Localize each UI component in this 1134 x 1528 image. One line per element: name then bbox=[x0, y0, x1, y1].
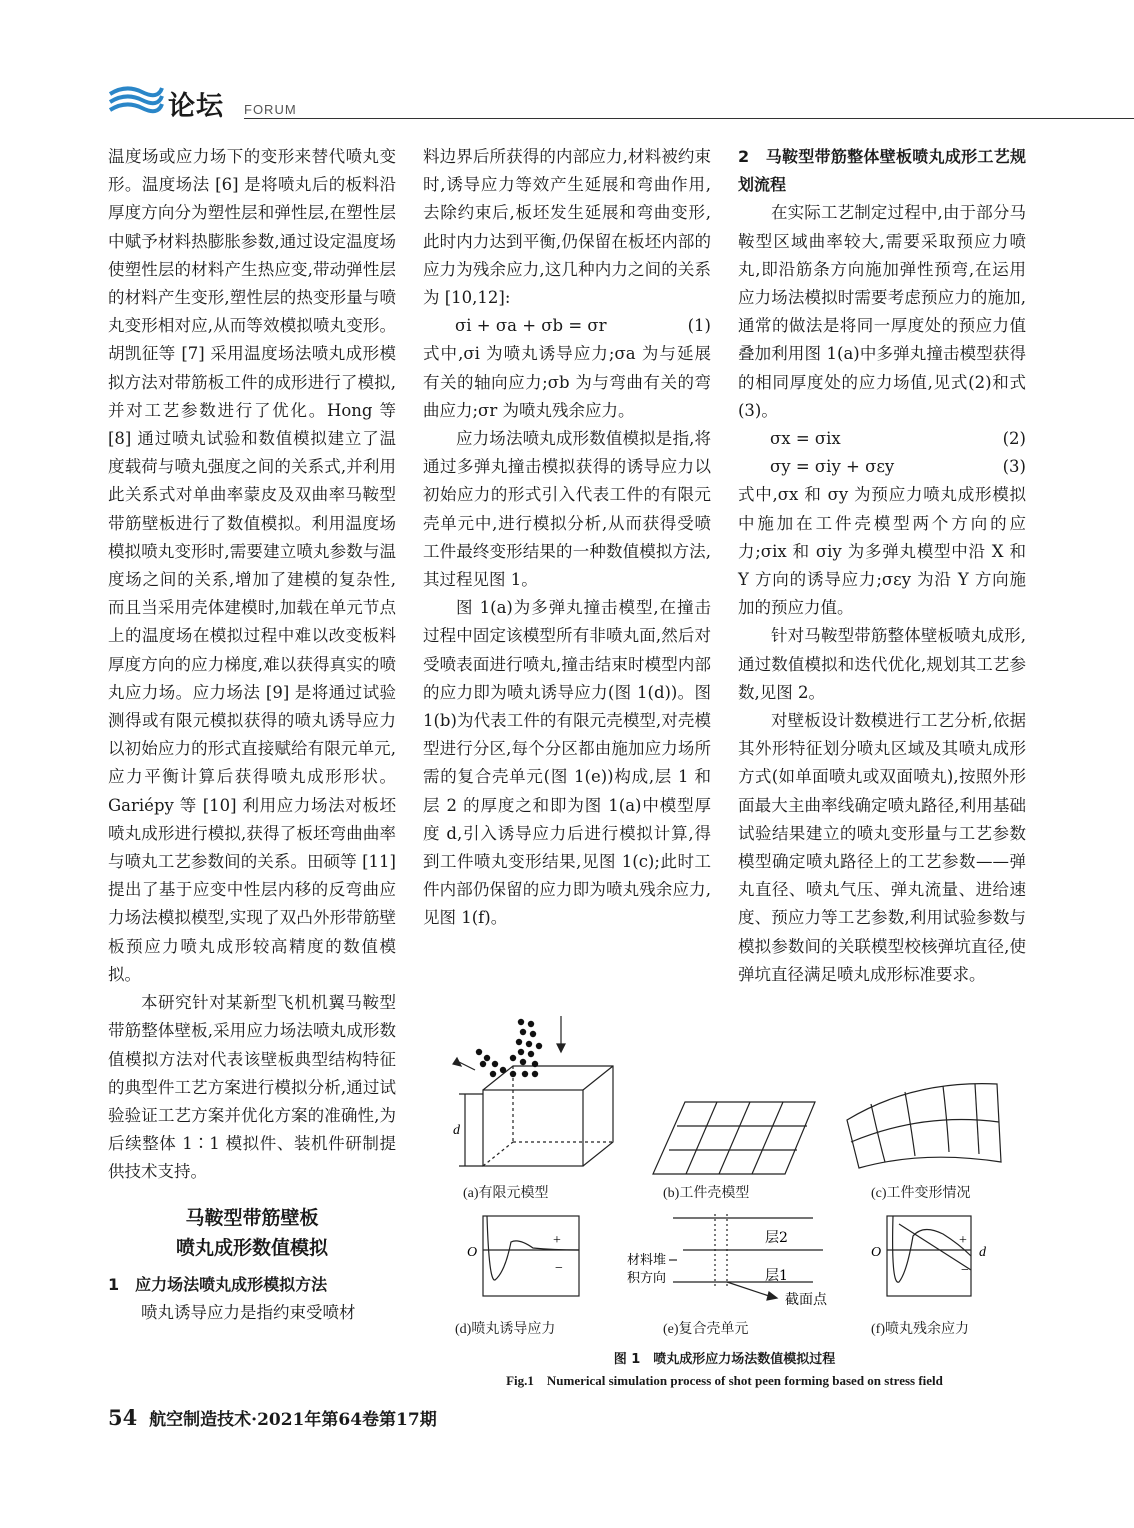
text-column-1 bbox=[108, 143, 396, 1327]
equation-3 bbox=[738, 453, 1026, 481]
caption-e: (e)复合壳单元 bbox=[663, 1322, 749, 1337]
label-stack-1: 材料堆 bbox=[627, 1253, 667, 1268]
equation-body: σx = σix bbox=[770, 429, 841, 449]
paragraph: 图 1(a)为多弹丸撞击模型,在撞击过程中固定该模型所有非喷丸面,然后对受喷表面进行喷丸,撞击结束时模型内部的应力即为喷丸诱导应力(图 1(d))。图 1(b)为代表工件的有限元壳模型,对壳模型进行分区,每个分区都由施加应力场所需的复合壳单元(图 1(e))构成,层 1 和层 2 的厚度之和即为图 1(a)中模型厚度 d,引入诱导应力后进行模拟计算,得到工件喷丸变形结果,见图 1(c);此时工件内部仍保留的应力即为喷丸残余应力,见图 1(f)。 bbox=[423, 598, 711, 928]
label-d: d bbox=[453, 1123, 460, 1138]
label-minus-f: − bbox=[961, 1263, 969, 1278]
paragraph: 喷丸诱导应力是指约束受喷材 bbox=[141, 1302, 356, 1322]
paragraph: 应力场法喷丸成形数值模拟是指,将通过多弹丸撞击模拟获得的诱导应力以初始应力的形式引入代表工件的有限元壳单元中,进行模拟分析,从而获得受喷工件最终变形结果的一种数值模拟方法,其过程见图 1。 bbox=[423, 429, 711, 590]
section-label: FORUM bbox=[244, 102, 297, 117]
label-origin-f: O bbox=[871, 1245, 882, 1260]
text-column-3 bbox=[738, 143, 1026, 989]
deformed-shell-diagram bbox=[847, 1084, 1001, 1168]
page-header bbox=[108, 78, 1134, 122]
paragraph: 温度场或应力场下的变形来替代喷丸变形。温度场法 [6] 是将喷丸后的板料沿厚度方向分为塑性层和弹性层,在塑性层中赋予材料热膨胀参数,通过设定温度场使塑性层的材料产生热应变,带动弹性层的材料产生变形,塑性层的热变形量与喷丸变形相对应,从而等效模拟喷丸变形。胡凯征等 [7] 采用温度场法喷丸成形模拟方法对带筋板工件的成形进行了模拟,并对工艺参数进行了优化。Hong 等 [8] 通过喷丸试验和数值模拟建立了温度载荷与喷丸强度之间的关系式,并利用此关系式对单曲率蒙皮及双曲率马鞍型带筋壁板进行了数值模拟。利用温度场模拟喷丸变形时,需要建立喷丸参数与温度场之间的关系,增加了建模的复杂性,而且当采用壳体建模时,加载在单元节点上的温度场在模拟过程中难以改变板料厚度方向的应力梯度,难以获得真实的喷丸应力场。应力场法 [9] 是将通过试验测得或有限元模拟获得的喷丸诱导应力以初始应力的形式直接赋给有限元单元,应力平衡计算后获得喷丸成形形状。Gariépy 等 [10] 利用应力场法对板坯喷丸成形进行模拟,获得了板坯弯曲曲率与喷丸工艺参数间的关系。田硕等 [11] 提出了基于应变中性层内移的反弯曲应力场法模拟模型,实现了双凸外形带筋壁板预应力喷丸成形较高精度的数值模拟。 bbox=[108, 147, 396, 984]
caption-b: (b)工件壳模型 bbox=[663, 1186, 750, 1201]
equation-2 bbox=[738, 425, 1026, 453]
caption-f: (f)喷丸残余应力 bbox=[871, 1322, 969, 1337]
page-number: 54 bbox=[108, 1405, 138, 1430]
caption-d: (d)喷丸诱导应力 bbox=[455, 1322, 556, 1337]
equation-body: σi + σa + σb = σr bbox=[455, 316, 607, 336]
paragraph: 在实际工艺制定过程中,由于部分马鞍型区域曲率较大,需要采取预应力喷丸,即沿筋条方向施加弹性预弯,在运用应力场法模拟时需要考虑预应力的施加,通常的做法是将同一厚度处的预应力值叠加利用图 1(a)中多弹丸撞击模型获得的相同厚度处的应力场值,见式(2)和式(3)。 bbox=[738, 203, 1026, 420]
equation-body: σy = σiy + σεy bbox=[770, 457, 895, 477]
label-section-point: 截面点 bbox=[785, 1292, 827, 1308]
figure-title-en: Fig.1 Numerical simulation process of shot peen forming based on stress field bbox=[506, 1373, 943, 1388]
paragraph: 本研究针对某新型飞机机翼马鞍型带筋整体壁板,采用应力场法喷丸成形数值模拟方法对代表该壁板典型结构特征的典型件工艺方案进行模拟分析,通过试验验证工艺方案并优化方案的准确性,为后续整体 1∶1 模拟件、装机件研制提供技术支持。 bbox=[108, 993, 396, 1182]
subsection-heading: 1 应力场法喷丸成形模拟方法 bbox=[108, 1274, 328, 1294]
section-title-line: 喷丸成形数值模拟 bbox=[175, 1236, 328, 1259]
shell-grid-diagram bbox=[653, 1102, 815, 1174]
residual-stress-plot bbox=[887, 1216, 971, 1296]
section-title bbox=[108, 1203, 396, 1263]
paragraph: 式中,σx 和 σy 为预应力喷丸成形模拟中施加在工件壳模型两个方向的应力;σix 和 σiy 为多弹丸模型中沿 X 和 Y 方向的诱导应力;σεy 为沿 Y 方向施加的预应力值。 bbox=[738, 485, 1026, 618]
label-plus: + bbox=[553, 1233, 561, 1248]
paragraph: 对壁板设计数模进行工艺分析,依据其外形特征划分喷丸区域及其喷丸成形方式(如单面喷丸或双面喷丸),按照外形面最大主曲率线确定喷丸路径,利用基础试验结果建立的喷丸变形量与工艺参数模型确定喷丸路径上的工艺参数——弹丸直径、喷丸气压、弹丸流量、进给速度、预应力等工艺参数,利用试验参数与模拟参数间的关联模型校核弹坑直径,使弹坑直径满足喷丸成形标准要求。 bbox=[738, 711, 1026, 984]
equation-number: (3) bbox=[1002, 457, 1026, 477]
text-column-2 bbox=[423, 143, 711, 933]
page-footer bbox=[108, 1405, 437, 1430]
equation-number: (2) bbox=[1002, 429, 1026, 449]
figure-1 bbox=[423, 1010, 1026, 1390]
paragraph: 式中,σi 为喷丸诱导应力;σa 为与延展有关的轴向应力;σb 为与弯曲有关的弯曲应力;σr 为喷丸残余应力。 bbox=[423, 344, 711, 420]
label-stack-2: 积方向 bbox=[627, 1271, 667, 1286]
paragraph: 针对马鞍型带筋整体壁板喷丸成形,通过数值模拟和迭代优化,规划其工艺参数,见图 2。 bbox=[738, 626, 1026, 702]
label-d-f: d bbox=[979, 1245, 986, 1260]
paragraph: 料边界后所获得的内部应力,材料被约束时,诱导应力等效产生延展和弯曲作用,去除约束后,板坯发生延展和弯曲变形,此时内力达到平衡,仍保留在板坯内部的应力为残余应力,这几种内力之间的关系为 [10,12]: bbox=[423, 147, 711, 308]
section-heading: 2 马鞍型带筋整体壁板喷丸成形工艺规划流程 bbox=[738, 147, 1026, 195]
label-minus: − bbox=[555, 1261, 563, 1276]
journal-citation: 航空制造技术·2021年第64卷第17期 bbox=[149, 1410, 437, 1430]
label-origin: O bbox=[467, 1245, 478, 1260]
section-title-line: 马鞍型带筋壁板 bbox=[185, 1206, 319, 1229]
label-layer1: 层1 bbox=[765, 1268, 788, 1284]
figure-1-drawing bbox=[423, 1010, 1026, 1350]
equation-number: (1) bbox=[687, 316, 711, 336]
journal-logo-icon bbox=[108, 82, 164, 118]
fem-cube-diagram bbox=[453, 1016, 613, 1166]
equation-1 bbox=[423, 312, 711, 340]
caption-c: (c)工件变形情况 bbox=[871, 1186, 971, 1201]
figure-title-cn: 图 1 喷丸成形应力场法数值模拟过程 bbox=[613, 1352, 836, 1367]
header-rule bbox=[244, 118, 1134, 119]
label-layer2: 层2 bbox=[765, 1230, 788, 1246]
label-plus-f: + bbox=[959, 1233, 967, 1248]
section-brand: 论坛 bbox=[168, 91, 224, 122]
caption-a: (a)有限元模型 bbox=[463, 1186, 549, 1201]
composite-shell-diagram bbox=[669, 1214, 823, 1300]
induced-stress-plot bbox=[483, 1216, 579, 1296]
